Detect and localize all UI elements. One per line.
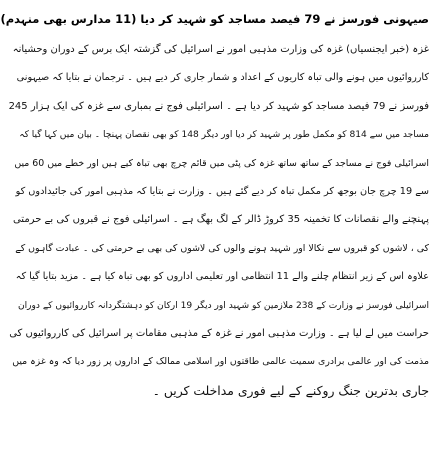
article-headline: صیہونی فورسز نے 79 فیصد مساجد کو شہید کر دیا (11 مدارس بھی منہدم) (0, 12, 429, 26)
body-line: فورسز نے 79 فیصد مساجد کو شہید کر دیا ہے ۔ اسرائیلی فوج نے بمباری سے غزہ کی ایک ہزار 245 (8, 100, 429, 112)
body-line: حراست میں لے لیا ہے ۔ وزارت مذہبی امور نے غزہ کے مذہبی مقامات پر اسرائیل کی کارروائیوں کی (9, 328, 429, 340)
body-line: علاوہ اس کے زیر انتظام چلنے والے 11 انتظامی اور تعلیمی اداروں کو بھی تباہ کیا ہے ۔ مزید بتایا گیا کہ (15, 271, 429, 283)
body-line: پہنچنے والے نقصانات کا تخمینہ 35 کروڑ ڈالر کے لگ بھگ ہے ۔ اسرائیلی فوج نے قبروں کی بے حرمتی (12, 214, 429, 226)
body-line: کی ، لاشوں کو قبروں سے نکالا اور شہید ہونے والوں کی لاشوں کی بھی بے حرمتی کی ۔ عبادت گاہوں کے (15, 242, 429, 254)
article-body (8, 36, 429, 405)
body-line: مساجد میں سے 814 کو مکمل طور پر شہید کر دیا اور دیگر 148 کو بھی نقصان پہنچا ۔ بیان میں کہا گیا کہ (19, 130, 429, 141)
body-line: جاری بدترین جنگ روکنے کے لیے فوری مداخلت کریں ۔ (152, 382, 429, 398)
body-line: اسرائیلی فوج نے مساجد کے ساتھ ساتھ غزہ کی پٹی میں قائم چرچ بھی تباہ کیے ہیں اور خطے میں 60 میں (14, 157, 429, 169)
body-line: اسرائیلی فورسز نے وزارت کے 238 ملازمین کو شہید اور دیگر 19 ارکان کو دہشتگردانہ کارروائیوں کے دوران (17, 300, 429, 311)
body-line: غزہ (خبر ایجنسیاں) غزہ کی وزارت مذہبی امور نے اسرائیل کی گزشتہ ایک برس کے دوران وحشیانہ (12, 44, 429, 55)
body-line: مذمت کی اور عالمی برادری سمیت عالمی طاقتوں اور اسلامی ممالک کے اداروں پر زور دیا کہ وہ غزہ میں (12, 356, 429, 368)
body-line: سے 19 چرچ جان بوجھ کر مکمل تباہ کر دیے گئے ہیں ۔ وزارت نے بتایا کہ مذہبی امور کی جائیدادوں کو (15, 186, 429, 198)
body-line: کارروائیوں میں ہونے والی تباہ کاریوں کے اعداد و شمار جاری کر دیے ہیں ۔ ترجمان نے بتایا کہ صیہونی (16, 72, 429, 84)
